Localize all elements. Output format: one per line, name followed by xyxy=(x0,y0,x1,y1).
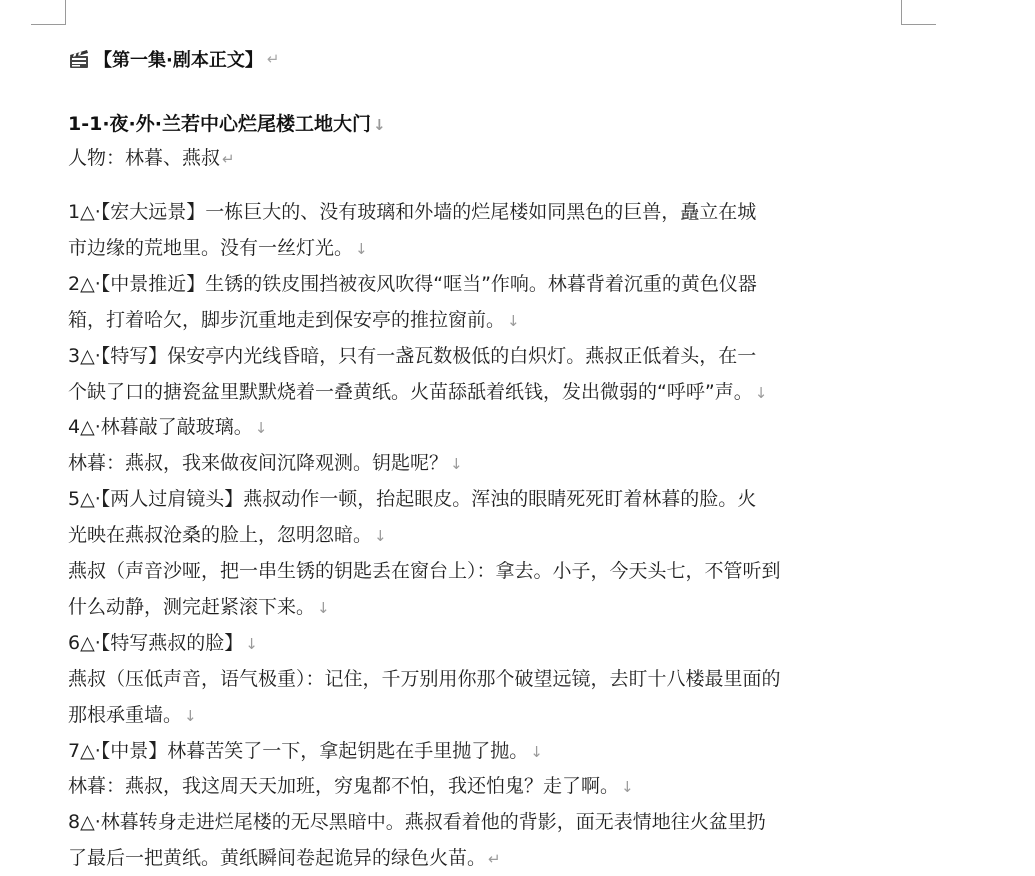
script-line xyxy=(68,198,756,226)
script-line xyxy=(68,844,501,872)
script-line-text: 燕叔（声音沙哑，把一串生锈的钥匙丢在窗台上）：拿去。小子，今天头七，不管听到 xyxy=(68,560,781,582)
script-line xyxy=(68,808,766,836)
script-line-text: 市边缘的荒地里。没有一丝灯光。 xyxy=(68,236,354,259)
script-line-text: 个缺了口的搪瓷盆里默默烧着一叠黄纸。火苗舔舐着纸钱，发出微弱的“呼呼”声。 xyxy=(68,380,753,403)
line-break-mark: ↓ xyxy=(507,311,520,330)
script-line xyxy=(68,557,781,585)
scene-characters-text: 人物：林暮、燕叔 xyxy=(68,147,221,169)
script-line xyxy=(68,413,267,441)
script-line-text: 光映在燕叔沧桑的脸上，忽明忽暗。 xyxy=(68,524,373,547)
clapperboard-icon xyxy=(68,49,90,69)
scene-characters xyxy=(68,144,235,172)
script-line-text: 什么动静，测完赶紧滚下来。 xyxy=(68,595,316,618)
line-break-mark: ↓ xyxy=(254,419,268,438)
page-corner-top-left xyxy=(31,0,66,25)
script-line-text: 2△·【中景推近】生锈的铁皮围挡被夜风吹得“哐当”作响。林暮背着沉重的黄色仪器 xyxy=(68,272,757,295)
line-break-mark: ↓ xyxy=(355,239,368,258)
script-line xyxy=(68,772,634,800)
line-break-mark: ↓ xyxy=(184,706,197,725)
line-break-mark: ↓ xyxy=(450,455,463,474)
line-break-mark: ↵ xyxy=(488,850,501,869)
line-break-mark: ↓ xyxy=(530,742,543,761)
script-line xyxy=(68,629,258,657)
script-line-text: 8△·林暮转身走进烂尾楼的无尽黑暗中。燕叔看着他的背影，面无表情地往火盆里扔 xyxy=(68,811,766,834)
line-break-mark: ↓ xyxy=(245,634,258,653)
line-break-mark: ↓ xyxy=(317,598,330,617)
episode-heading xyxy=(68,44,279,74)
paragraph-mark: ↵ xyxy=(222,150,235,168)
script-line-text: 1△·【宏大远景】一栋巨大的、没有玻璃和外墙的烂尾楼如同黑色的巨兽，矗立在城 xyxy=(68,201,757,223)
script-line-text: 7△·【中景】林暮苦笑了一下，拿起钥匙在手里抛了抛。 xyxy=(68,739,529,762)
script-line-text: 燕叔（压低声音，语气极重）：记住，千万别用你那个破望远镜，去盯十八楼最里面的 xyxy=(68,667,781,690)
script-line-text: 林暮：燕叔，我来做夜间沉降观测。钥匙呢？ xyxy=(68,452,449,475)
paragraph-mark: ↵ xyxy=(266,50,280,68)
script-line xyxy=(68,270,757,298)
script-line-text: 林暮：燕叔，我这周天天加班，穷鬼都不怕，我还怕鬼？走了啊。 xyxy=(68,775,620,798)
script-line-text: 3△·【特写】保安亭内光线昏暗，只有一盏瓦数极低的白炽灯。燕叔正低着头，在一 xyxy=(68,344,757,367)
script-line xyxy=(68,521,387,549)
script-line xyxy=(68,665,781,693)
script-line-text: 那根承重墙。 xyxy=(68,703,183,726)
script-line-text: 箱，打着哈欠，脚步沉重地走到保安亭的推拉窗前。 xyxy=(68,308,506,331)
script-line-text: 了最后一把黄纸。黄纸瞬间卷起诡异的绿色火苗。 xyxy=(68,847,487,870)
script-line xyxy=(68,449,463,477)
script-line xyxy=(68,342,756,370)
script-line-text: 4△·林暮敲了敲玻璃。 xyxy=(68,416,253,439)
line-break-mark: ↓ xyxy=(374,527,387,546)
script-line xyxy=(68,593,330,621)
script-line xyxy=(68,234,368,262)
scene-heading-text: 1-1·夜·外·兰若中心烂尾楼工地大门 xyxy=(68,113,371,135)
script-line xyxy=(68,378,767,406)
script-line xyxy=(68,485,756,513)
script-line-text: 6△·【特写燕叔的脸】 xyxy=(68,631,244,654)
line-break-mark: ↓ xyxy=(754,383,768,402)
scene-heading xyxy=(68,110,386,138)
episode-heading-text: 【第一集·剧本正文】 xyxy=(94,50,263,71)
script-line xyxy=(68,701,197,729)
script-line xyxy=(68,737,543,765)
line-break-mark: ↓ xyxy=(372,116,386,134)
script-line xyxy=(68,306,520,334)
line-break-mark: ↓ xyxy=(621,778,634,797)
page-corner-top-right xyxy=(901,0,936,25)
script-line-text: 5△·【两人过肩镜头】燕叔动作一顿，抬起眼皮。浑浊的眼睛死死盯着林暮的脸。火 xyxy=(68,488,757,511)
